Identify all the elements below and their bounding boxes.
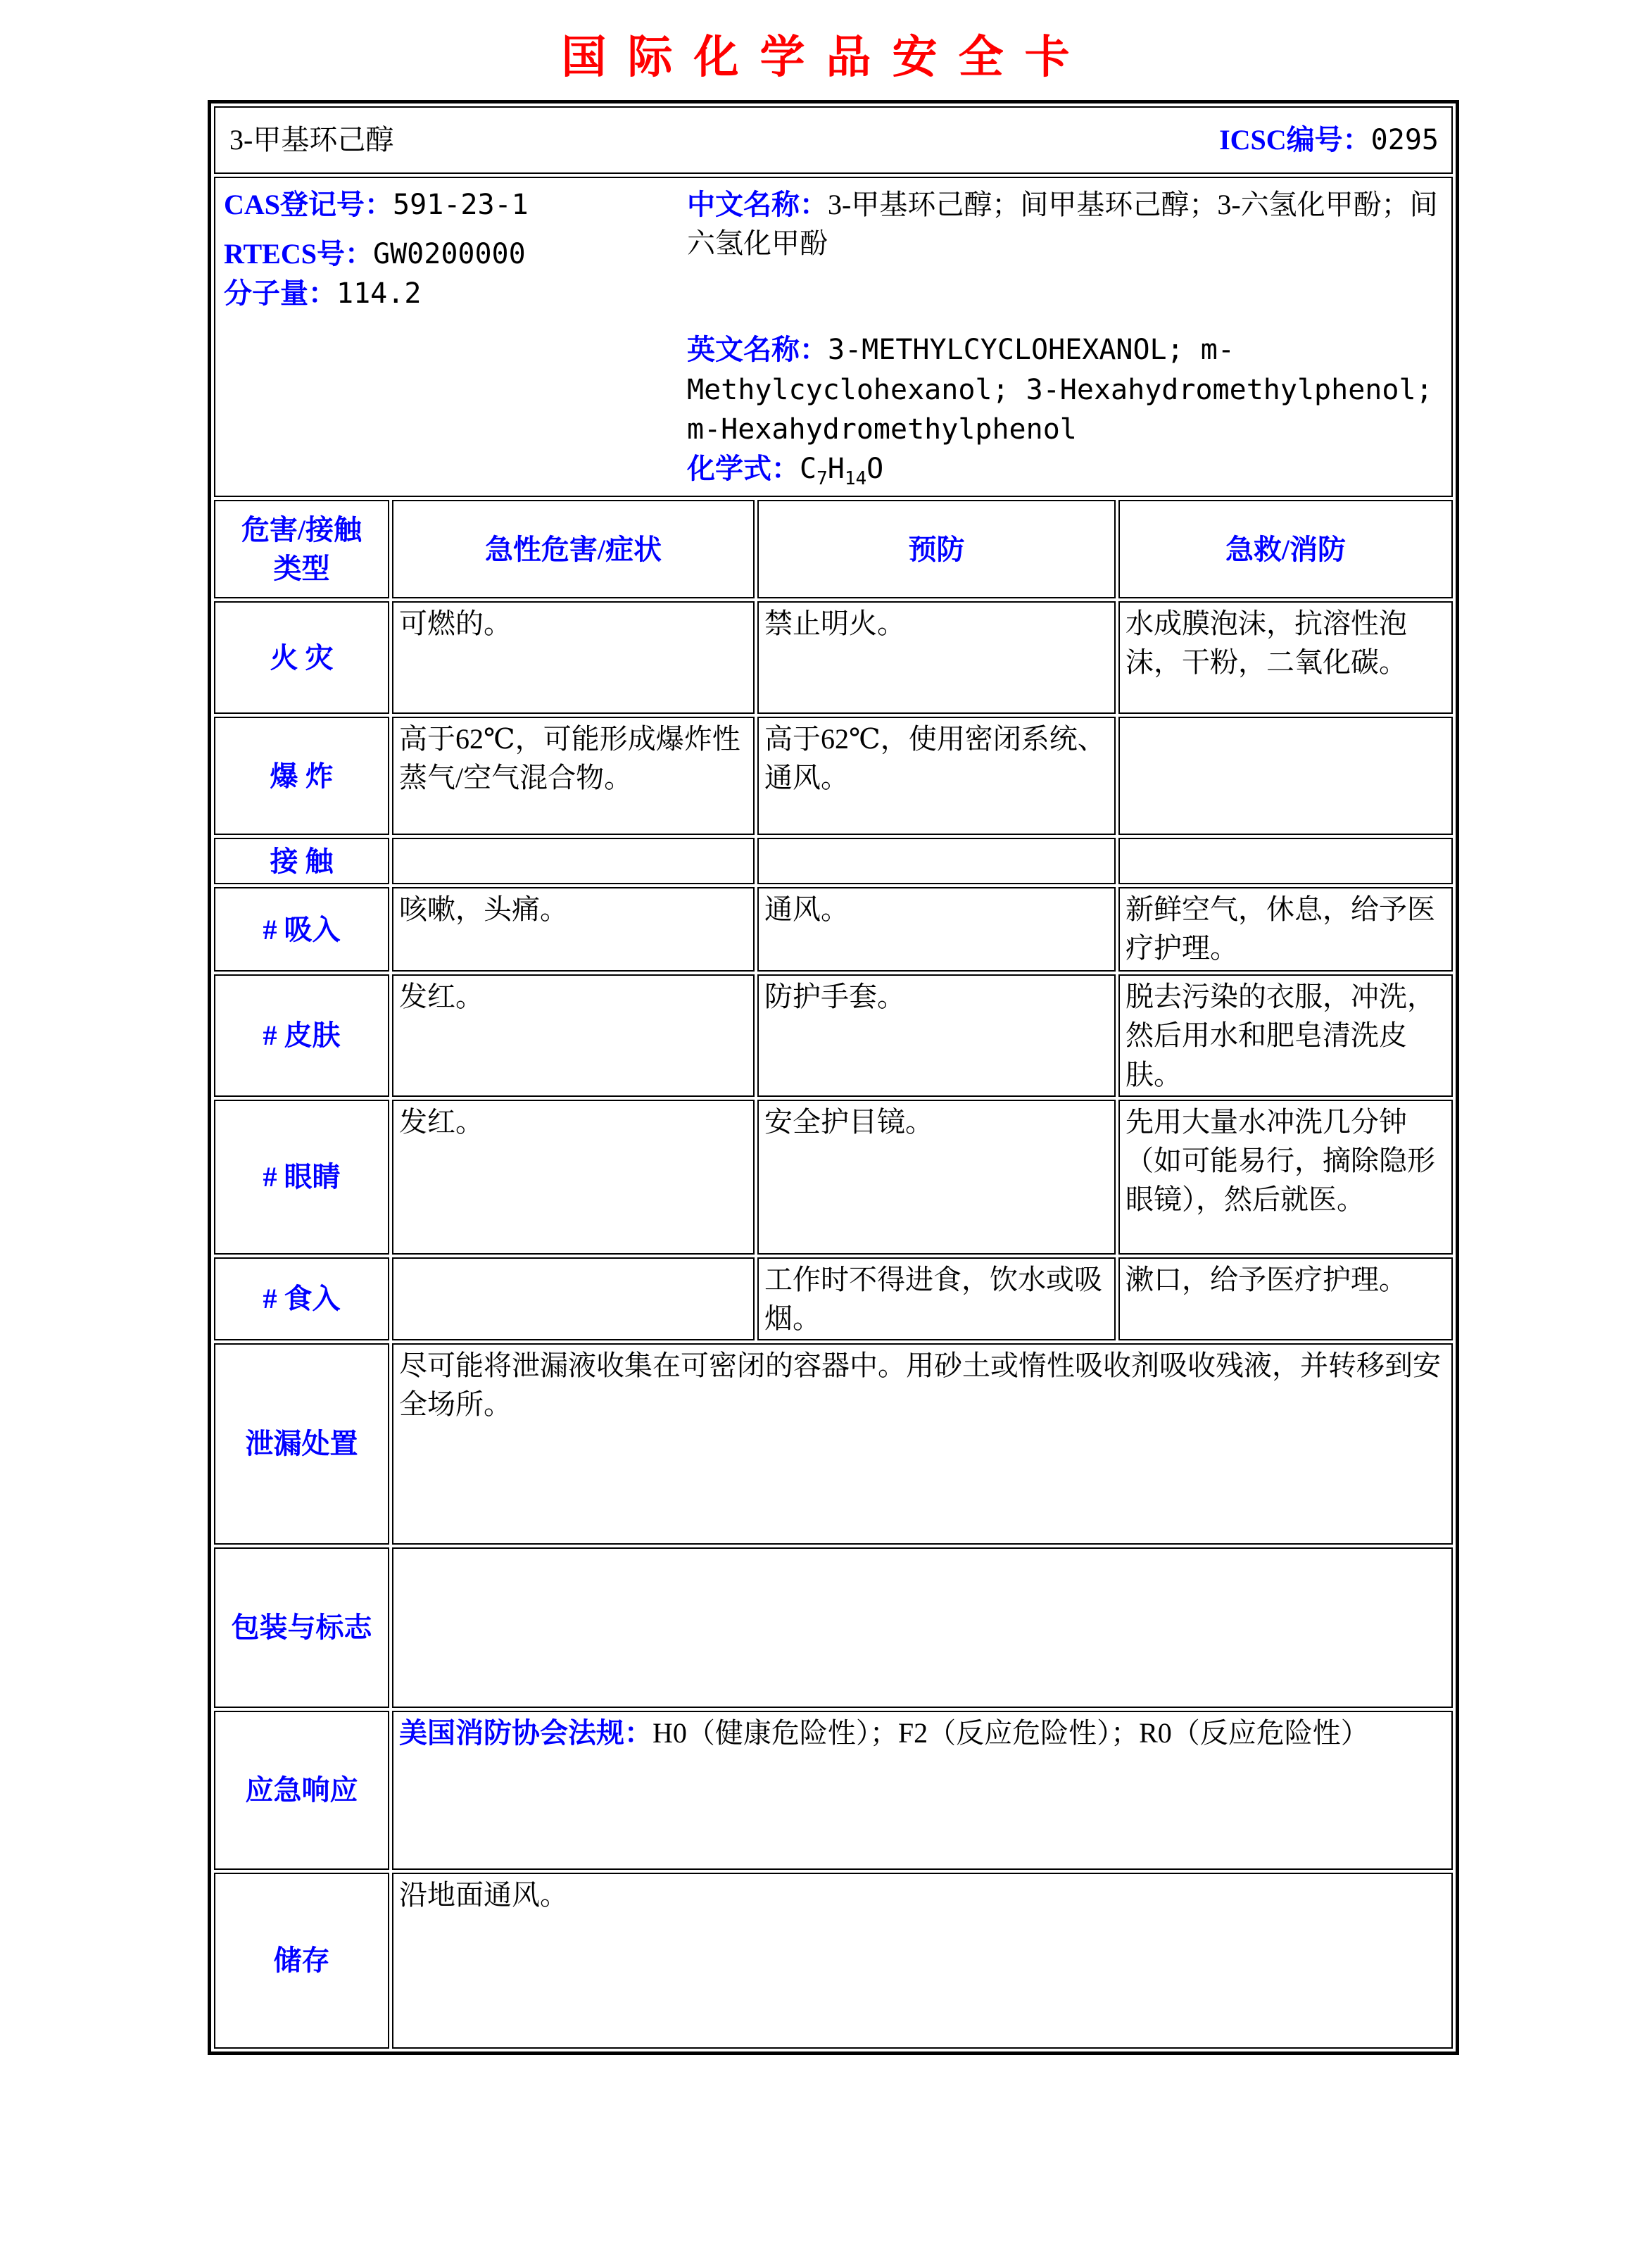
ingestion-firstaid: 漱口，给予医疗护理。 bbox=[1118, 1257, 1453, 1340]
skin-prevention: 防护手套。 bbox=[757, 974, 1116, 1097]
emergency-text-cell bbox=[392, 1711, 1453, 1870]
formula-label: 化学式： bbox=[687, 452, 800, 484]
molecular-weight-line bbox=[224, 274, 674, 313]
emergency-label: 应急响应 bbox=[214, 1711, 389, 1870]
skin-row bbox=[214, 974, 1453, 1097]
fire-prevention: 禁止明火。 bbox=[757, 601, 1116, 714]
explosion-firstaid bbox=[1118, 717, 1453, 835]
cas-value: 591-23-1 bbox=[393, 189, 529, 221]
cas-line bbox=[224, 185, 674, 225]
identity-row bbox=[214, 177, 1453, 497]
ingestion-label: # 食入 bbox=[214, 1257, 389, 1340]
explosion-symptom: 高于62℃，可能形成爆炸性蒸气/空气混合物。 bbox=[392, 717, 755, 835]
rtecs-label: RTECS号： bbox=[224, 238, 373, 270]
eyes-row bbox=[214, 1100, 1453, 1255]
ingestion-row bbox=[214, 1257, 1453, 1340]
ingestion-symptom bbox=[392, 1257, 755, 1340]
identity-right-column bbox=[674, 185, 1447, 489]
icsc-number-value: 0295 bbox=[1370, 123, 1439, 156]
packaging-label: 包装与标志 bbox=[214, 1547, 389, 1708]
icsc-card-table bbox=[208, 100, 1459, 2055]
eyes-label: # 眼睛 bbox=[214, 1100, 389, 1255]
packaging-text bbox=[392, 1547, 1453, 1708]
nfpa-code-label: 美国消防协会法规： bbox=[399, 1717, 652, 1749]
english-name-line bbox=[687, 330, 1447, 449]
packaging-row bbox=[214, 1547, 1453, 1708]
chinese-name-line bbox=[687, 185, 1447, 263]
icsc-number bbox=[1219, 120, 1446, 160]
exposure-symptom bbox=[392, 838, 755, 884]
spillage-text: 尽可能将泄漏液收集在可密闭的容器中。用砂土或惰性吸收剂吸收残液，并转移到安全场所。 bbox=[392, 1343, 1453, 1545]
molecular-weight-value: 114.2 bbox=[336, 277, 422, 310]
cas-label: CAS登记号： bbox=[224, 189, 393, 220]
page-title: 国际化学品安全卡 bbox=[561, 32, 1091, 82]
explosion-label: 爆 炸 bbox=[214, 717, 389, 835]
fire-symptom: 可燃的。 bbox=[392, 601, 755, 714]
explosion-prevention: 高于62℃，使用密闭系统、通风。 bbox=[757, 717, 1116, 835]
inhalation-symptom: 咳嗽，头痛。 bbox=[392, 887, 755, 972]
formula-value: $C_7H_{14}O$ bbox=[800, 452, 884, 489]
chinese-name-label: 中文名称： bbox=[687, 189, 828, 220]
storage-text: 沿地面通风。 bbox=[392, 1873, 1453, 2049]
identity-cell bbox=[214, 177, 1453, 497]
inhalation-row bbox=[214, 887, 1453, 972]
formula-line bbox=[687, 449, 1447, 489]
inhalation-firstaid: 新鲜空气，休息，给予医疗护理。 bbox=[1118, 887, 1453, 972]
header-prevention: 预防 bbox=[757, 500, 1116, 598]
card-name-cell bbox=[214, 106, 1453, 174]
storage-row bbox=[214, 1873, 1453, 2049]
inhalation-label: # 吸入 bbox=[214, 887, 389, 972]
spillage-row bbox=[214, 1343, 1453, 1545]
header-firstaid-firefighting: 急救/消防 bbox=[1118, 500, 1453, 598]
card-name-row bbox=[214, 106, 1453, 174]
header-acute-hazards: 急性危害/症状 bbox=[392, 500, 755, 598]
english-name-label: 英文名称： bbox=[687, 334, 828, 366]
english-name-value: 3-METHYLCYCLOHEXANOL; m-Methylcyclohexanol; 3-Hexahydromethylphenol; m-Hexahydromethylphenol bbox=[687, 334, 1433, 446]
fire-label: 火 灾 bbox=[214, 601, 389, 714]
rtecs-value: GW0200000 bbox=[372, 238, 526, 271]
exposure-label: 接 触 bbox=[214, 838, 389, 884]
eyes-firstaid: 先用大量水冲洗几分钟（如可能易行，摘除隐形眼镜），然后就医。 bbox=[1118, 1100, 1453, 1255]
emergency-row bbox=[214, 1711, 1453, 1870]
eyes-symptom: 发红。 bbox=[392, 1100, 755, 1255]
fire-row bbox=[214, 601, 1453, 714]
inhalation-prevention: 通风。 bbox=[757, 887, 1116, 972]
ingestion-prevention: 工作时不得进食，饮水或吸烟。 bbox=[757, 1257, 1116, 1340]
fire-firstaid: 水成膜泡沫，抗溶性泡沫，干粉，二氧化碳。 bbox=[1118, 601, 1453, 714]
exposure-row bbox=[214, 838, 1453, 884]
identity-left-column bbox=[220, 185, 674, 489]
storage-label: 储存 bbox=[214, 1873, 389, 2049]
molecular-weight-label: 分子量： bbox=[224, 277, 336, 310]
nfpa-code-value: H0（健康危险性）；F2（反应危险性）；R0（反应危险性） bbox=[652, 1717, 1369, 1749]
eyes-prevention: 安全护目镜。 bbox=[757, 1100, 1116, 1255]
exposure-prevention bbox=[757, 838, 1116, 884]
explosion-row bbox=[214, 717, 1453, 835]
chemical-name: 3-甲基环己醇 bbox=[229, 124, 394, 156]
exposure-firstaid bbox=[1118, 838, 1453, 884]
header-hazard-type: 危害/接触 类型 bbox=[214, 500, 389, 598]
rtecs-line bbox=[224, 234, 674, 274]
skin-firstaid: 脱去污染的衣服，冲洗，然后用水和肥皂清洗皮肤。 bbox=[1118, 974, 1453, 1097]
chinese-name-value: 3-甲基环己醇；间甲基环己醇；3-六氢化甲酚；间六氢化甲酚 bbox=[687, 189, 1438, 260]
icsc-number-label: ICSC编号： bbox=[1219, 123, 1371, 156]
spillage-label: 泄漏处置 bbox=[214, 1343, 389, 1545]
hazard-header-row bbox=[214, 500, 1453, 598]
skin-symptom: 发红。 bbox=[392, 974, 755, 1097]
skin-label: # 皮肤 bbox=[214, 974, 389, 1097]
